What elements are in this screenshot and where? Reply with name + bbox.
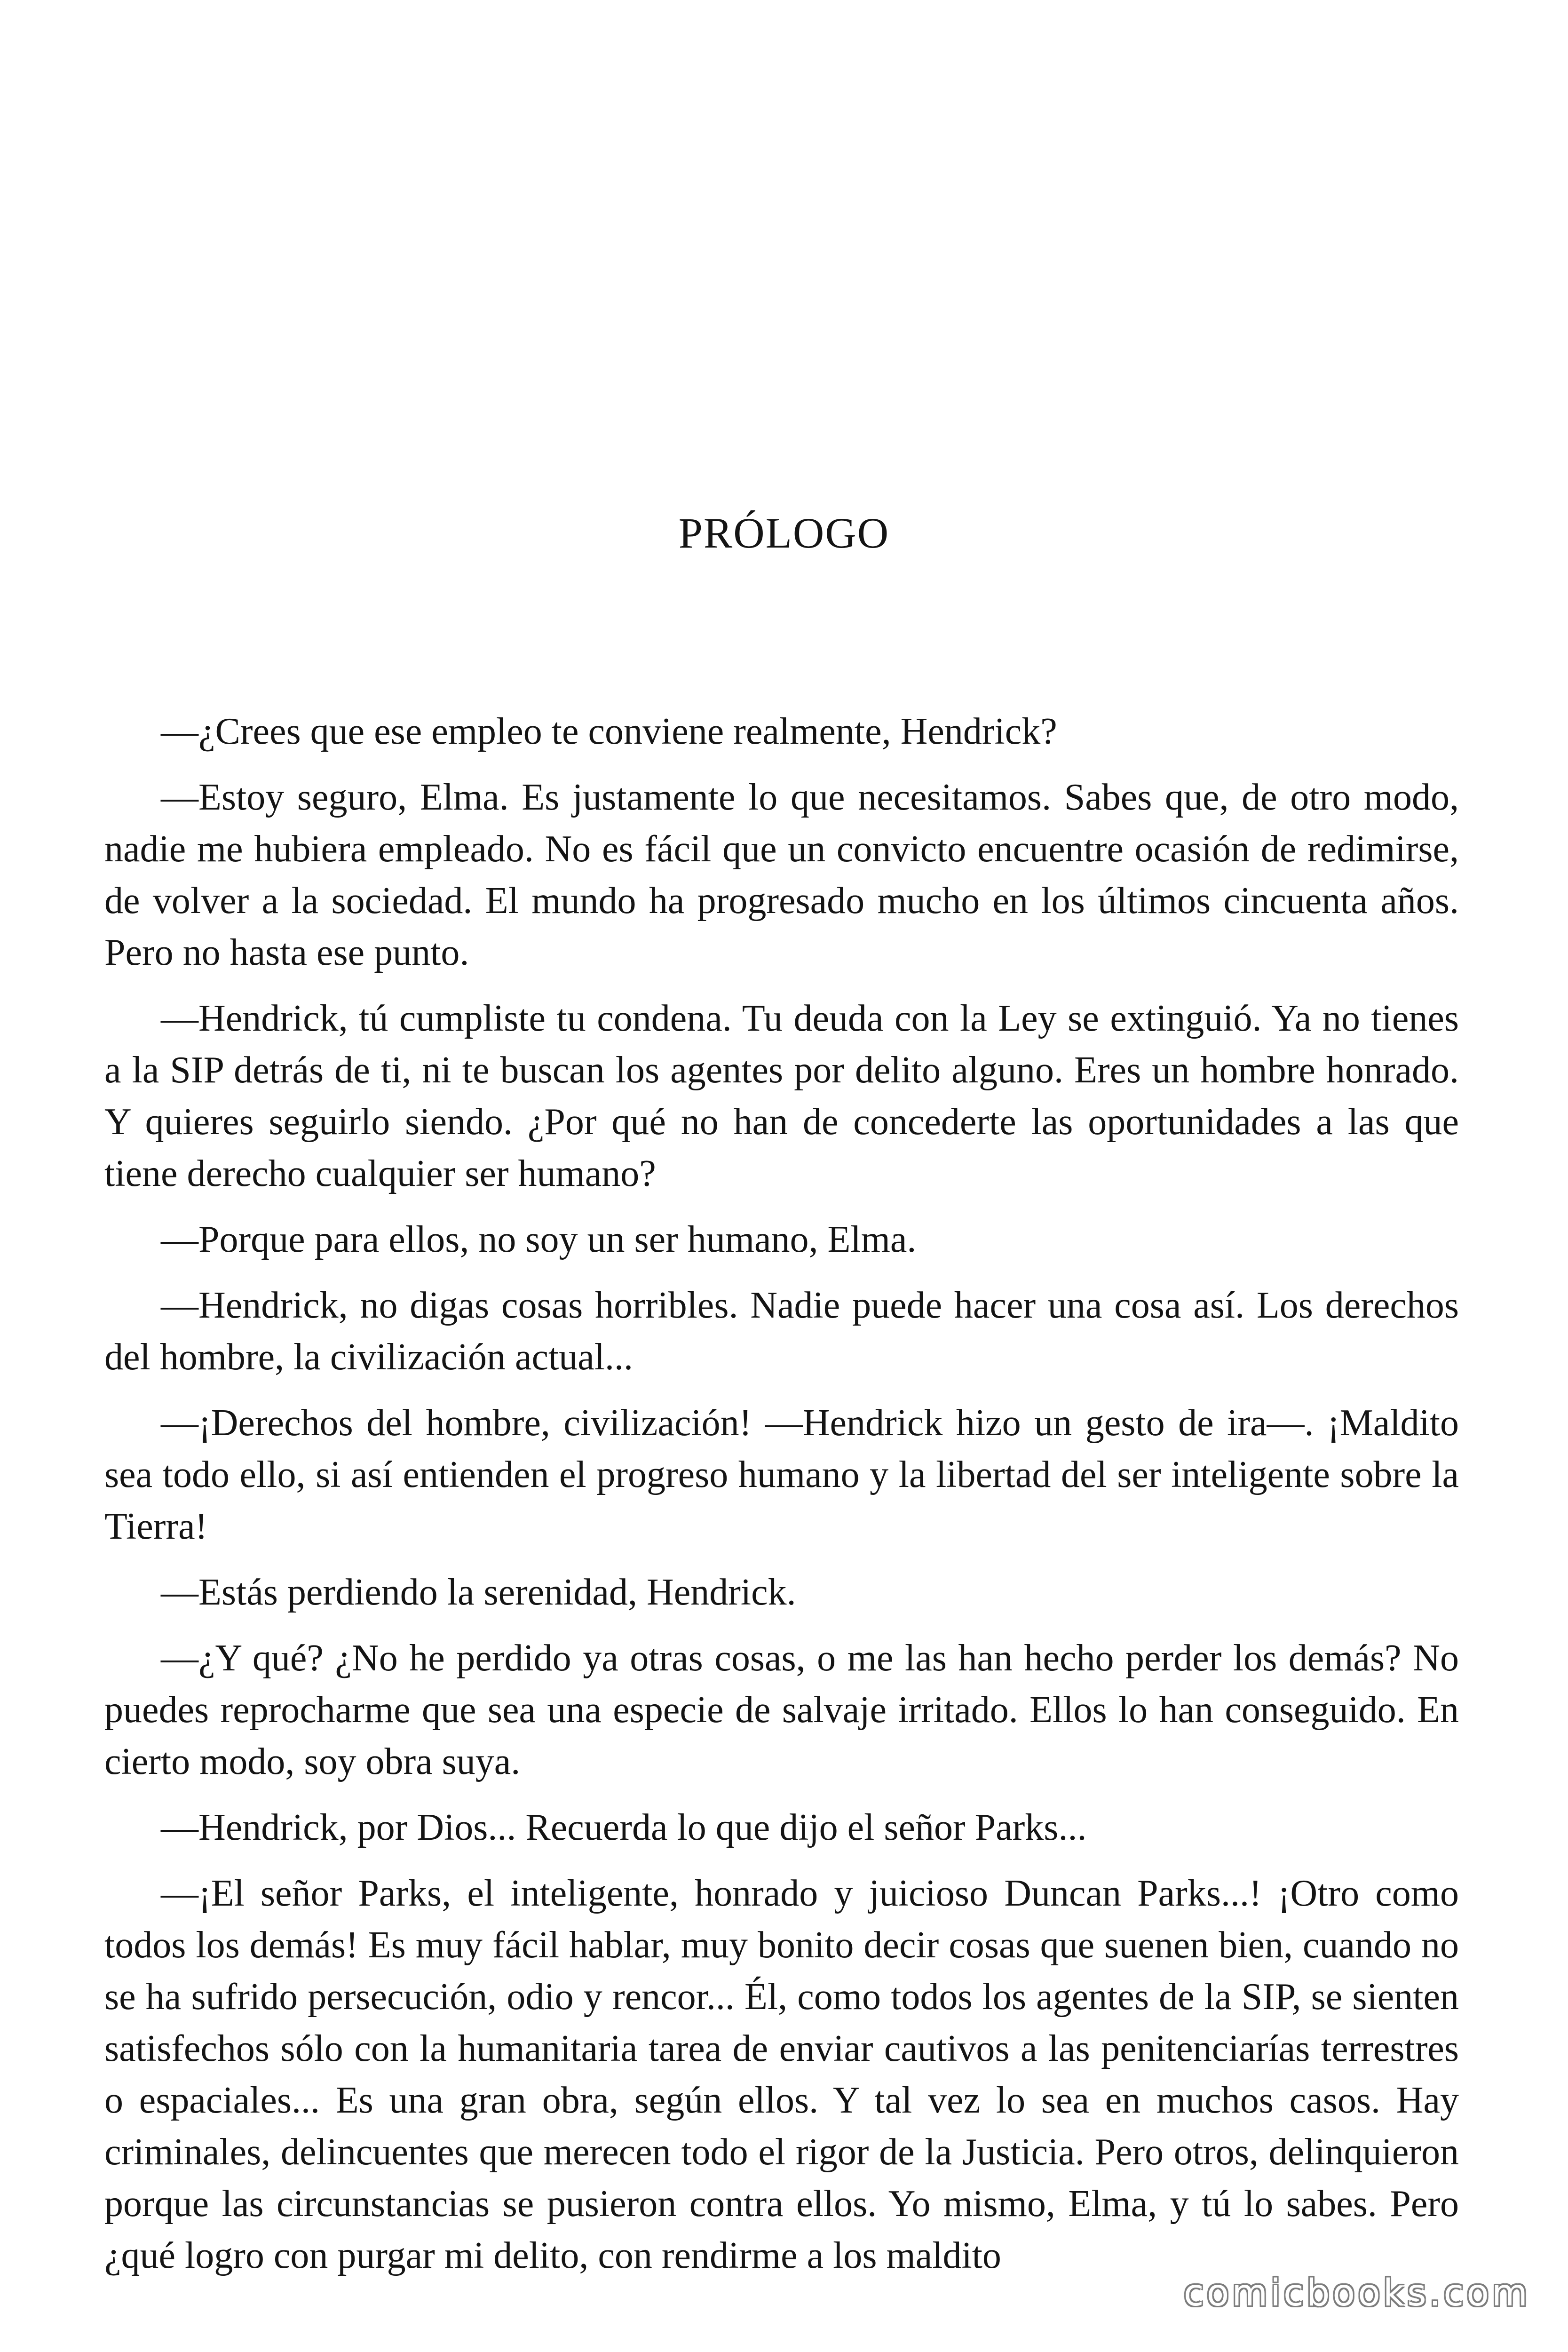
paragraph: —Hendrick, tú cumpliste tu condena. Tu deuda con la Ley se extinguió. Ya no tienes a la SIP detrás de ti, ni te buscan los agentes por delito alguno. Eres un hombre honrado. Y quieres seguirlo siendo. ¿Por qué no han de concederte las oportunidades a las que tiene derecho cualquier ser humano? bbox=[104, 998, 1459, 1194]
paragraph: —¡El señor Parks, el inteligente, honrado y juicioso Duncan Parks...! ¡Otro como todos los demás! Es muy fácil hablar, muy bonito decir cosas que suenen bien, cuando no se ha sufrido persecución, odio y rencor... Él, como todos los agentes de la SIP, se sienten satisfechos sólo con la humanitaria tarea de enviar cautivos a las penitenciarías terrestres o espaciales... Es una gran obra, según ellos. Y tal vez lo sea en muchos casos. Hay criminales, delincuentes que merecen todo el rigor de la Justicia. Pero otros, delinquieron porque las circunstancias se pusieron contra ellos. Yo mismo, Elma, y tú lo sabes. Pero ¿qué logro con purgar mi delito, con rendirme a los maldito bbox=[104, 1873, 1459, 2276]
paragraph: —Estoy seguro, Elma. Es justamente lo que necesitamos. Sabes que, de otro modo, nadie me hubiera empleado. No es fácil que un convicto encuentre ocasión de redimirse, de volver a la sociedad. El mundo ha progresado mucho en los últimos cincuenta años. Pero no hasta ese punto. bbox=[104, 777, 1459, 973]
paragraph: —Estás perdiendo la serenidad, Hendrick. bbox=[161, 1572, 796, 1613]
watermark-logo: comicbooks.com bbox=[1183, 2272, 1530, 2314]
paragraph: —Hendrick, por Dios... Recuerda lo que dijo el señor Parks... bbox=[161, 1807, 1087, 1848]
paragraph: —¿Y qué? ¿No he perdido ya otras cosas, o me las han hecho perder los demás? No puedes reprocharme que sea una especie de salvaje irritado. Ellos lo han conseguido. En cierto modo, soy obra suya. bbox=[104, 1637, 1459, 1782]
paragraph: —¡Derechos del hombre, civilización! —Hendrick hizo un gesto de ira—. ¡Maldito sea todo ello, si así entienden el progreso humano y la libertad del ser inteligente sobre la Tierra! bbox=[104, 1402, 1459, 1547]
paragraph: —Hendrick, no digas cosas horribles. Nadie puede hacer una cosa así. Los derechos del hombre, la civilización actual... bbox=[104, 1285, 1459, 1378]
paragraph: —¿Crees que ese empleo te conviene realmente, Hendrick? bbox=[161, 711, 1057, 752]
chapter-body bbox=[104, 706, 1459, 2296]
paragraph: —Porque para ellos, no soy un ser humano, Elma. bbox=[161, 1219, 917, 1260]
chapter-title: PRÓLOGO bbox=[678, 509, 890, 557]
